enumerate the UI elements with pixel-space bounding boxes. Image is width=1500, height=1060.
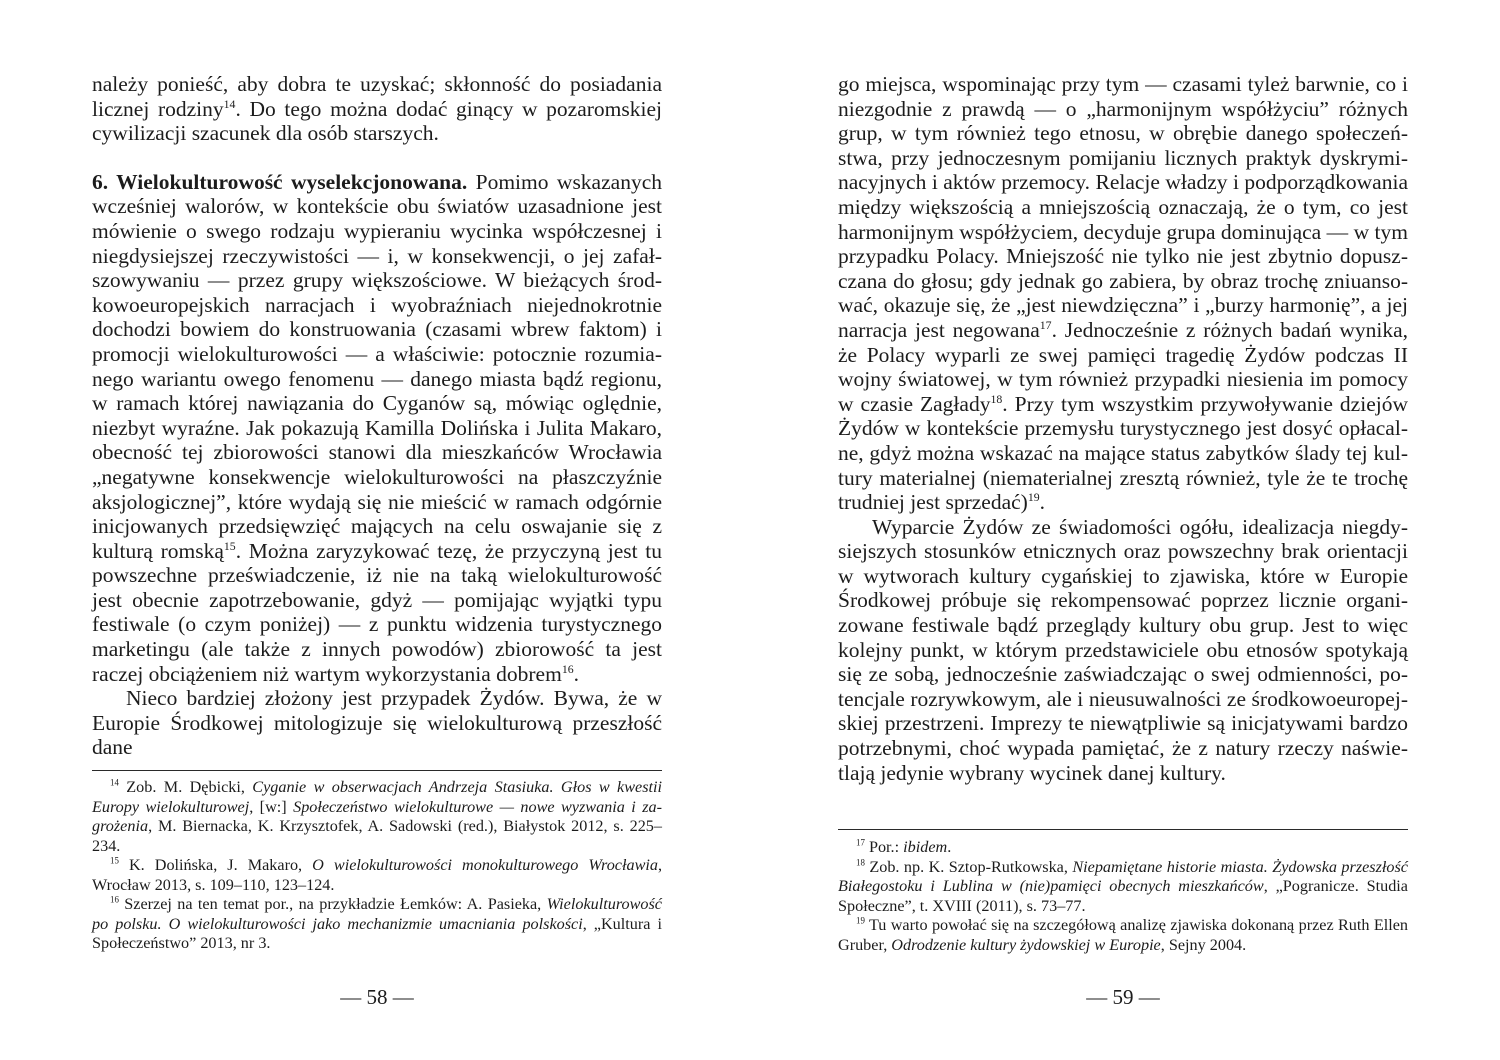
footnote-ref-15[interactable]: 15 [223, 538, 236, 553]
footnote-ref-17[interactable]: 17 [1039, 317, 1052, 332]
left-body-text [92, 72, 662, 760]
section-6-paragraph: 6. Wielokulturowość wyselekcjonowana. Pomimo wskazanych wcześniej walorów, w kontekście obu światów uzasadnione jest mówienie o swego rodzaju wypieraniu wycinka współczesnej i niegdysiejszej rzeczywistości — i, w konsekwencji, o jej zafałszowywaniu — przez grupy większościowe. W bieżących środkowoeuropejskich narracjach i wyobraźniach niejednokrotnie dochodzi bowiem do konstruowania (czasami wbrew faktom) i promocji wielokulturowości — a właściwie: potocznie rozumianego wariantu owego fenomenu — danego miasta bądź regionu, w ramach której nawiązania do Cyganów są, mówiąc oględnie, niezbyt wyraźne. Jak pokazują Kamilla Dolińska i Julita Makaro, obecność tej zbiorowości stanowi dla mieszkańców Wrocławia „negatywne konsekwencje wielokulturowości na płaszczyźnie aksjologicznej”, które wydają się nie mieścić w ramach odgórnie inicjowanych przedsięwzięć mających na celu oswajanie się z kulturą romską$^{15}$. Można zaryzykować tezę, że przyczyną jest tu powszechne przeświadczenie, iż nie na taką wielokulturowość jest obecnie zapotrzebowanie, gdyż — pomijając wyjątki typu festiwale (o czym poniżej) — z punktu widzenia turystycznego marketingu (ale także z innych powodów) zbiorowość ta jest raczej obciążeniem niż wartym wykorzystania dobrem$^{16}$. [92, 169, 662, 686]
right-body-text [838, 72, 1408, 785]
jews-paragraph: Nieco bardziej złożony jest przypadek Żydów. Bywa, że w Europie Środkowej mitologizuje się wielokulturową przeszłość dane [92, 686, 662, 760]
continuation-paragraph: go miejsca, wspominając przy tym — czasami tyleż barwnie, co i niezgodnie z prawdą — o „harmonijnym współżyciu” różnych grup, w tym również tego etnosu, w obrębie danego społeczeństwa, przy jednoczesnym pomijaniu licznych praktyk dyskryminacyjnych i aktów przemocy. Relacje władzy i podporządkowania między większością a mniejszością oznaczają, że o tym, co jest harmonijnym współżyciem, decyduje grupa dominująca — w tym przypadku Polacy. Mniejszość nie tylko nie jest zbytnio dopuszczana do głosu; gdy jednak go zabiera, by obraz trochę zniuansować, okazuje się, że „jest niewdzięczna” i „burzy harmonię”, a jej narracja jest negowana$^{17}$. Jednocześnie z różnych badań wynika, że Polacy wyparli ze swej pamięci tragedię Żydów podczas II wojny światowej, w tym również przypadki niesienia im pomocy w czasie Zagłady$^{18}$. Przy tym wszystkim przywoływanie dziejów Żydów w kontekście przemysłu turystycznego jest dosyć opłacalne, gdyż można wskazać na mające status zabytków ślady tej kultury materialnej (niematerialnej zresztą również, tyle że te trochę trudniej jest sprzedać)$^{19}$. [838, 72, 1408, 515]
opening-paragraph: należy ponieść, aby dobra te uzyskać; skłonność do posiadania licznej rodziny$^{14}$. Do tego można dodać ginący w pozaromskiej cywilizacji szacunek dla osób starszych. [92, 72, 662, 146]
footnote-ref-18[interactable]: 18 [990, 391, 1003, 406]
left-footnotes [92, 778, 662, 954]
right-footnotes [838, 838, 1408, 955]
footnote-ref-16[interactable]: 16 [561, 661, 574, 676]
footnote-19: $^{19}$ Tu warto powołać się na szczegółową analizę zjawiska dokonaną przez Ruth Ellen Gruber, Odrodzenie kultury żydowskiej w Europie, Sejny 2004. [838, 915, 1408, 954]
footnote-divider [838, 829, 1408, 830]
footnote-18: $^{18}$ Zob. np. K. Sztop-Rutkowska, Niepamiętane historie miasta. Żydowska przeszłość Białegostoku i Lublina w (nie)pamięci obecnych mieszkańców, „Pogranicze. Studia Społeczne”, t. XVIII (2011), s. 73–77. [838, 857, 1408, 915]
festivals-paragraph: Wyparcie Żydów ze świadomości ogółu, idealizacja niegdysiejszych stosunków etnicznych oraz powszechny brak orientacji w wytworach kultury cygańskiej to zjawiska, które w Europie Środkowej próbuje się rekompensować poprzez licznie organizowane festiwale bądź przeglądy kultury obu grup. Jest to więc kolejny punkt, w którym przedstawiciele obu etnosów spotykają się ze sobą, jednocześnie zaświadczając o swej odmienności, potencjale rozrywkowym, ale i nieusuwalności ze środkowoeuropejskiej przestrzeni. Imprezy te niewątpliwie są inicjatywami bardzo potrzebnymi, choć wypada pamiętać, że z natury rzeczy naświetlają jedynie wybrany wycinek danej kultury. [838, 514, 1408, 785]
page-number: — 58 — [340, 985, 414, 1009]
section-heading: 6. Wielokulturowość wyselekcjonowana. [92, 169, 468, 194]
footnote-15: $^{15}$ K. Dolińska, J. Makaro, O wielokulturowości monokulturowego Wrocławia, Wrocław 2013, s. 109–110, 123–124. [92, 855, 663, 894]
footnote-divider [92, 770, 662, 771]
right-page [750, 0, 1500, 1060]
footnote-14: $^{14}$ Zob. M. Dębicki, Cyganie w obserwacjach Andrzeja Stasiuka. Głos w kwestii Europy wielokulturowej, [w:] Społeczeństwo wielokulturowe — nowe wyzwania i zagrożenia, M. Biernacka, K. Krzysztofek, A. Sadowski (red.), Białystok 2012, s. 225–234. [92, 777, 663, 855]
footnote-ref-14[interactable]: 14 [223, 96, 236, 111]
footnote-17: $^{17}$ Por.: ibidem. [856, 837, 952, 856]
page-number: — 59 — [1086, 985, 1160, 1009]
footnote-16: $^{16}$ Szerzej na ten temat por., na przykładzie Łemków: A. Pasieka, Wielokulturowość po polsku. O wielokulturowości jako mechanizmie umacniania polskości, „Kultura i Społeczeństwo” 2013, nr 3. [92, 894, 662, 952]
footnote-ref-19[interactable]: 19 [1027, 489, 1040, 504]
